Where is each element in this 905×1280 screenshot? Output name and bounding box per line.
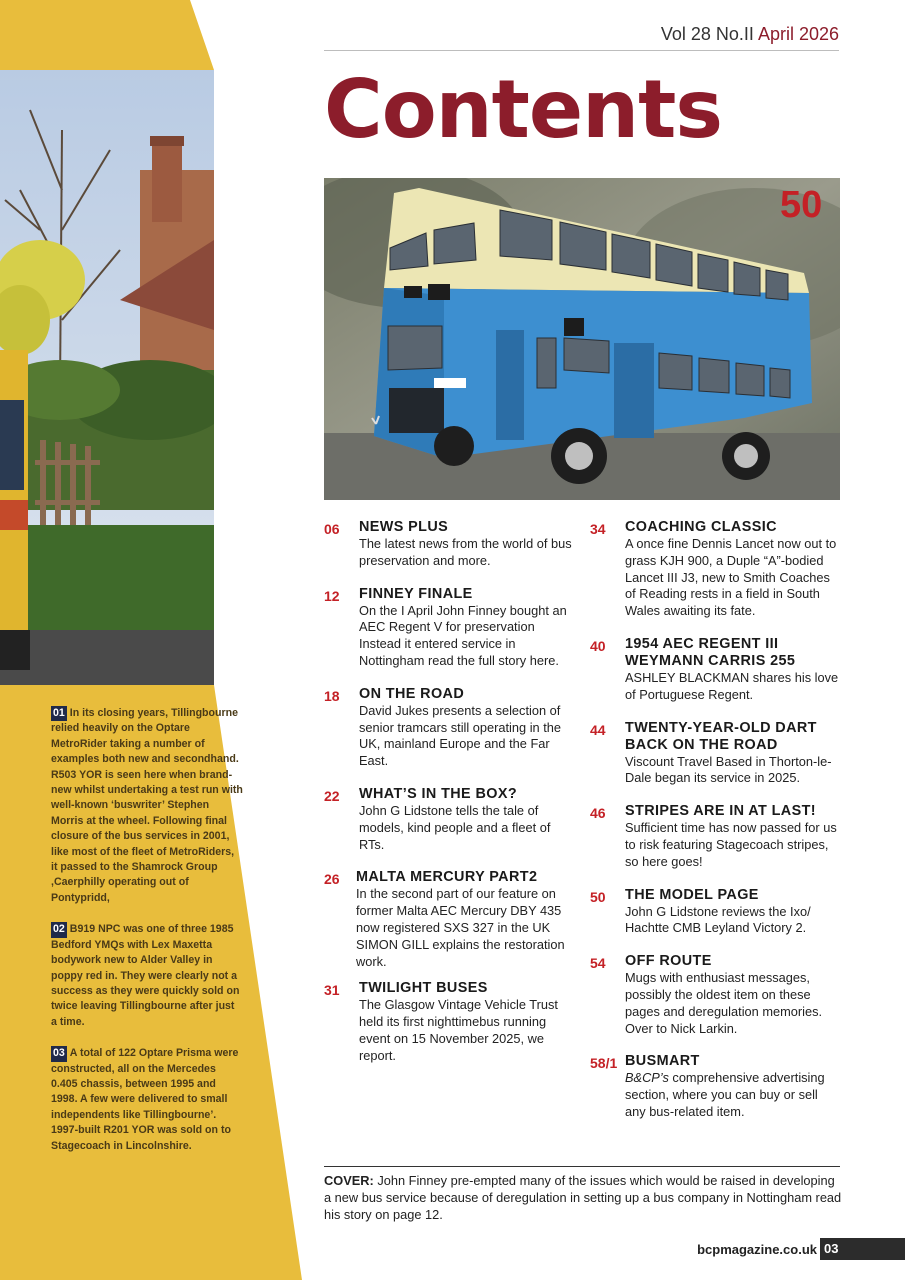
- caption-number: 03: [51, 1046, 67, 1061]
- entry-page-number: 06: [324, 521, 340, 537]
- header-rule: [324, 50, 839, 51]
- entry-page-number: 12: [324, 587, 340, 604]
- entry-title: WHAT’S IN THE BOX?: [359, 785, 518, 802]
- contents-column-left: [324, 519, 574, 1081]
- caption-02: [51, 922, 243, 1030]
- cover-text: John Finney pre-empted many of the issues which would be raised in developing a new bus service because of deregulation in setting up a bus company in Nottingham read his story on page 12.: [324, 1173, 842, 1222]
- entry-description: The latest news from the world of bus preservation and more.: [359, 536, 572, 568]
- contents-entry[interactable]: [324, 519, 574, 570]
- entry-title: OFF ROUTE: [625, 953, 712, 970]
- entry-description: Mugs with enthusiast messages, possibly the oldest item on these pages and deregulation memories. Over to Nick Larkin.: [625, 970, 823, 1036]
- entry-description-italic: B&CP’s: [625, 1070, 669, 1086]
- issue-number: Vol 28 No.II: [660, 24, 754, 44]
- issue-info: [661, 24, 839, 45]
- entry-description-rest: comprehensive advertising section, where you can buy or sell any bus-related item.: [625, 1070, 825, 1119]
- entry-description: John G Lidstone reviews the Ixo/ Hachtte CMB Leyland Victory 2.: [625, 903, 811, 936]
- entry-page-number: 26: [324, 871, 340, 888]
- entry-title: STRIPES ARE IN AT LAST!: [625, 803, 816, 820]
- contents-entry[interactable]: [590, 636, 840, 704]
- contents-entry[interactable]: [324, 586, 574, 670]
- caption-text: A total of 122 Optare Prisma were constructed, all on the Mercedes 0.405 chassis, between 1995 and 1998. A few were delivered to small independents like Tillingbourne’. 1997-built R201 YOR was sold on to Stagecoach in Lincolnshire.: [51, 1047, 239, 1152]
- cover-label: COVER:: [324, 1173, 374, 1188]
- entry-description: Viscount Travel Based in Thorton-le-Dale began its service in 2025.: [625, 753, 832, 786]
- entry-title: THE MODEL PAGE: [625, 886, 759, 903]
- entry-page-number: 44: [590, 721, 606, 738]
- caption-number: 01: [51, 706, 67, 721]
- entry-description: ASHLEY BLACKMAN shares his love of Portuguese Regent.: [625, 669, 839, 702]
- page-title: Contents: [324, 63, 722, 156]
- photo-captions: [51, 706, 243, 1170]
- contents-entry[interactable]: [590, 887, 840, 938]
- caption-text: B919 NPC was one of three 1985 Bedford YMQs with Lex Maxetta bodywork new to Alder Valley in poppy red in. They were clearly not a success as they were quickly sold on twice leaving Tillingbourne after just a time.: [51, 923, 240, 1028]
- contents-entry[interactable]: [590, 953, 840, 1037]
- entry-page-number: 50: [590, 888, 606, 905]
- entry-page-number: 34: [590, 521, 606, 537]
- contents-entry[interactable]: [590, 519, 840, 620]
- contents-entry[interactable]: [324, 980, 574, 1064]
- cover-bus-photo: [324, 178, 840, 500]
- footer-site-link[interactable]: bcpmagazine.co.uk: [697, 1242, 817, 1257]
- entry-title: NEWS PLUS: [359, 519, 449, 535]
- caption-text: In its closing years, Tillingbourne relied heavily on the Optare MetroRider taking a number of examples both new and secondhand. R503 YOR is seen here when brand-new whilst undertaking a test run with well-known ‘buswriter’ Stephen Morris at the wheel. Following final closure of the bus services in 2001, like most of the fleet of MetroRiders, it passed to the Shamrock Group ,Caerphilly operating out of Pontypridd,: [51, 707, 243, 904]
- cover-rule: [324, 1166, 840, 1167]
- contents-entry[interactable]: [590, 803, 840, 870]
- entry-title: TWENTY-YEAR-OLD DART BACK ON THE ROAD: [625, 719, 817, 753]
- entry-title: BUSMART: [625, 1053, 700, 1070]
- entry-description: Sufficient time has now passed for us to risk featuring Stagecoach stripes, so here goes!: [625, 820, 837, 869]
- contents-entry[interactable]: [590, 720, 840, 788]
- contents-column-right: [590, 519, 840, 1137]
- entry-title: ON THE ROAD: [359, 685, 465, 702]
- entry-description: John G Lidstone tells the tale of models, kind people and a fleet of RTs.: [359, 802, 551, 852]
- entry-page-number: 58/1: [590, 1055, 618, 1072]
- contents-entry[interactable]: [590, 1053, 840, 1120]
- contents-entry[interactable]: [324, 869, 574, 970]
- entry-page-number: 22: [324, 787, 340, 804]
- entry-description: David Jukes presents a selection of senior tramcars still operating in the UK, mainland Europe and the Far East.: [359, 702, 561, 769]
- featured-page-number: 50: [780, 184, 823, 226]
- footer-page-number: 03: [820, 1238, 905, 1260]
- caption-03: [51, 1046, 243, 1154]
- entry-description: A once fine Dennis Lancet now out to grass KJH 900, a Duple “A”-bodied Lancet III J3, new to Smith Coaches of Reading rests in a field in South Wales awaiting its fate.: [625, 536, 837, 619]
- issue-month: April 2026: [757, 24, 839, 44]
- entry-page-number: 31: [324, 982, 340, 999]
- entry-title: FINNEY FINALE: [359, 585, 473, 602]
- entry-title: COACHING CLASSIC: [625, 519, 777, 535]
- entry-description: On the I April John Finney bought an AEC Regent V for preservation Instead it entered service in Nottingham read the full story here.: [359, 602, 567, 668]
- entry-description: The Glasgow Vintage Vehicle Trust held its first nighttimebus running event on 15 November 2025, we report.: [359, 997, 558, 1063]
- contents-entry[interactable]: [324, 686, 574, 770]
- entry-title: 1954 AEC REGENT III WEYMANN CARRIS 255: [625, 635, 796, 669]
- entry-page-number: 46: [590, 805, 606, 822]
- entry-description: [625, 1070, 840, 1120]
- entry-title: MALTA MERCURY PART2: [356, 869, 538, 886]
- caption-number: 02: [51, 922, 67, 937]
- entry-description: In the second part of our feature on former Malta AEC Mercury DBY 435 now registered SXS 327 in the UK SIMON GILL explains the restoration work.: [356, 886, 565, 969]
- left-bus-photo: [0, 70, 214, 685]
- entry-page-number: 40: [590, 637, 606, 654]
- contents-entry[interactable]: [324, 786, 574, 853]
- caption-01: [51, 706, 243, 906]
- entry-page-number: 18: [324, 687, 340, 704]
- cover-note: [324, 1172, 844, 1223]
- entry-title: TWILIGHT BUSES: [359, 980, 488, 997]
- entry-page-number: 54: [590, 955, 606, 972]
